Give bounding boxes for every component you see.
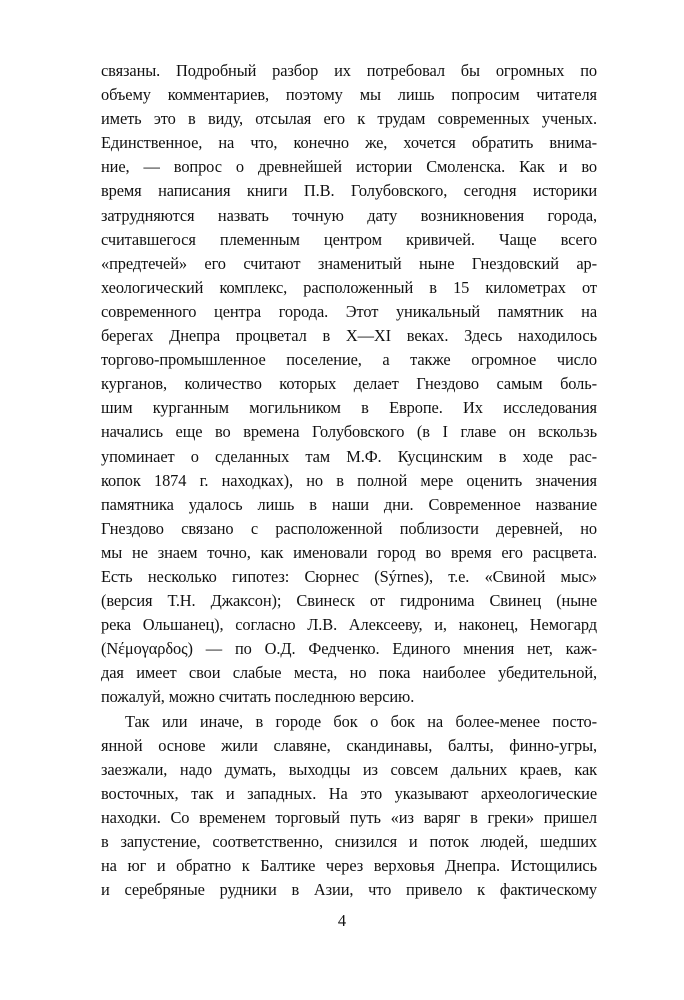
text-line: время написания книги П.В. Голубовского, сегодня историки — [101, 181, 597, 201]
text-line: янной основе жили славяне, скандинавы, балты, финно-угры, — [101, 735, 597, 755]
text-line: Единственное, на что, конечно же, хочется обратить внима- — [101, 133, 597, 153]
text-line: затрудняются назвать точную дату возникновения города, — [101, 205, 597, 225]
text-line: шим курганным могильником в Европе. Их исследования — [101, 398, 597, 418]
text-line: дая имеет свои слабые места, но пока наиболее убедительной, — [101, 663, 597, 683]
text-line: (версия Т.Н. Джаксон); Свинеск от гидронима Свинец (ныне — [101, 591, 597, 611]
body-text — [101, 59, 597, 902]
text-line: упоминает о сделанных там М.Ф. Кусцинским в ходе рас- — [101, 446, 597, 466]
text-line: находки. Со временем торговый путь «из варяг в греки» пришел — [101, 807, 597, 827]
text-line: мы не знаем точно, как именовали город во время его расцвета. — [101, 542, 597, 562]
text-line: река Ольшанец), согласно Л.В. Алексееву, и, наконец, Немогард — [101, 615, 597, 635]
text-line: (Νέμογαρδος) — по О.Д. Федченко. Единого мнения нет, каж- — [101, 639, 597, 659]
paragraph-1 — [101, 59, 597, 710]
text-line: копок 1874 г. находках), но в полной мере оценить значения — [101, 470, 597, 490]
text-line: объему комментариев, поэтому мы лишь попросим читателя — [101, 85, 597, 105]
text-line: ние, — вопрос о древнейшей истории Смоленска. Как и во — [101, 157, 597, 177]
text-line: иметь это в виду, отсылая его к трудам современных ученых. — [101, 109, 597, 129]
text-line: Есть несколько гипотез: Сюрнес (Sýrnes), т.е. «Свиной мыс» — [101, 566, 597, 586]
text-line: хеологический комплекс, расположенный в 15 километрах от — [101, 277, 597, 297]
text-line: курганов, количество которых делает Гнездово самым боль- — [101, 374, 597, 394]
text-line: и серебряные рудники в Азии, что привело к фактическому — [101, 880, 597, 900]
text-line: начались еще во времена Голубовского (в I главе он вскользь — [101, 422, 597, 442]
paragraph-2 — [101, 710, 597, 903]
text-line: «предтечей» его считают знаменитый ныне Гнездовский ар- — [101, 253, 597, 273]
text-line: в запустение, соответственно, снизился и поток людей, шедших — [101, 832, 597, 851]
text-line: памятника удалось лишь в наши дни. Современное название — [101, 494, 597, 514]
page-number: 4 — [337, 911, 347, 930]
text-line: современного центра города. Этот уникальный памятник на — [101, 301, 597, 321]
text-line: восточных, так и западных. На это указывают археологические — [101, 783, 597, 803]
text-line: связаны. Подробный разбор их потребовал бы огромных по — [101, 61, 597, 80]
text-line: Так или иначе, в городе бок о бок на более-менее посто- — [125, 711, 597, 731]
text-line: считавшегося племенным центром кривичей. Чаще всего — [101, 229, 597, 249]
text-line: Гнездово связано с расположенной поблизости деревней, но — [101, 518, 597, 538]
text-line: берегах Днепра процветал в X—XI веках. Здесь находилось — [101, 326, 597, 346]
text-line: заезжали, надо думать, выходцы из совсем дальних краев, как — [101, 759, 597, 779]
text-line: на юг и обратно к Балтике через верховья Днепра. Истощились — [101, 856, 597, 876]
text-line: торгово-промышленное поселение, а также огромное число — [101, 350, 597, 370]
text-line: пожалуй, можно считать последнюю версию. — [101, 687, 415, 707]
